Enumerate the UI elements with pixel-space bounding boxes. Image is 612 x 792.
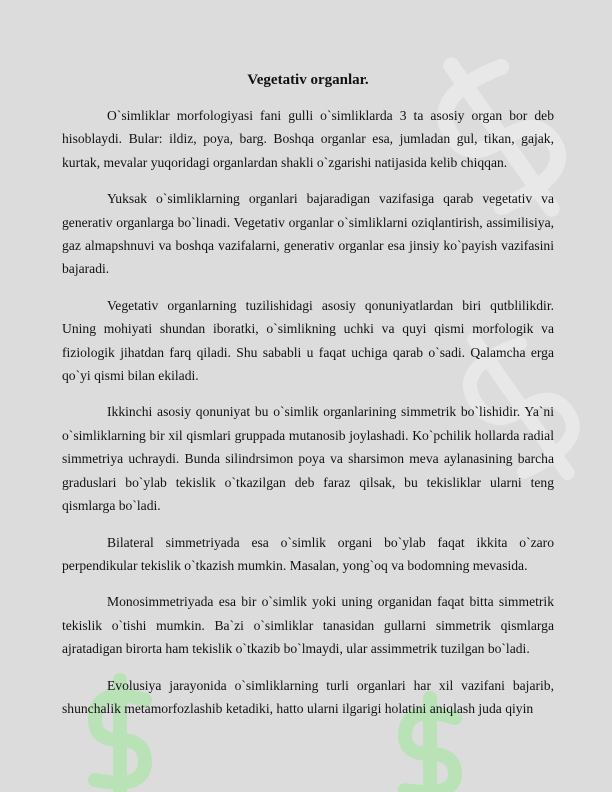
paragraph-3: Vegetativ organlarning tuzilishidagi asosiy qonuniyatlardan biri qutblilikdir. Uning mohiyati shundan iboratki, o`simlikning uchki va quyi qismi morfologik va fiziologik jihatdan farq qiladi. Shu sababli u faqat uchiga qarab o`sadi. Qalamcha erga qo`yi qismi bilan ekiladi. <box>62 297 554 384</box>
paragraph-6: Monosimmetriyada esa bir o`simlik yoki uning organidan faqat bitta simmetrik tekislik o`tishi mumkin. Ba`zi o`simliklar tanasidan gullarni simmetrik qismlarga ajratadigan birorta ham tekislik o`tkazib bo`lmaydi, ular assimmetrik tuzilgan bo`ladi. <box>62 594 554 657</box>
paragraph-1: O`simliklar morfologiyasi fani gulli o`simliklarda 3 ta asosiy organ bor deb hisoblaydi. Bular: ildiz, poya, barg. Boshqa organlar esa, jumladan gul, tikan, gajak, kurtak, mevalar yuqoridagi organlardan shakli o`zgarishi natijasida kelib chiqqan. <box>62 108 554 170</box>
document-title: Vegetativ organlar. <box>247 72 369 88</box>
paragraph-2: Yuksak o`simliklarning organlari bajaradigan vazifasiga qarab vegetativ va generativ organlarga bo`linadi. Vegetativ organlar o`simliklarni oziqlantirish, assimilisiya, gaz almapshnuvi va boshqa vazifalarni, generativ organlar esa jinsiy ko`payish vazifasini bajaradi. <box>62 191 554 277</box>
paragraph-7: Evolusiya jarayonida o`simliklarning turli organlari har xil vazifani bajarib, shunchalik metamorfozlashib ketadiki, hatto ularni ilgarigi holatini aniqlash juda qiyin <box>62 677 554 716</box>
paragraph-4: Ikkinchi asosiy qonuniyat bu o`simlik organlarining simmetrik bo`lishidir. Ya`ni o`simliklarning bir xil qismlari gruppada mutanosib joylashadi. Ko`pchilik hollarda radial simmetriya uchraydi. Bunda silindrsimon poya va sharsimon meva aylanasining barcha graduslari bo`ylab tekislik o`tkazilgan deb faraz qilsak, bu tekisliklar ularni teng qismlarga bo`ladi. <box>62 404 554 514</box>
paragraph-5: Bilateral simmetriyada esa o`simlik organi bo`ylab faqat ikkita o`zaro perpendikular tekislik o`tkazish mumkin. Masalan, yong`oq va bodomning mevasida. <box>62 534 554 573</box>
document-body <box>62 70 554 733</box>
